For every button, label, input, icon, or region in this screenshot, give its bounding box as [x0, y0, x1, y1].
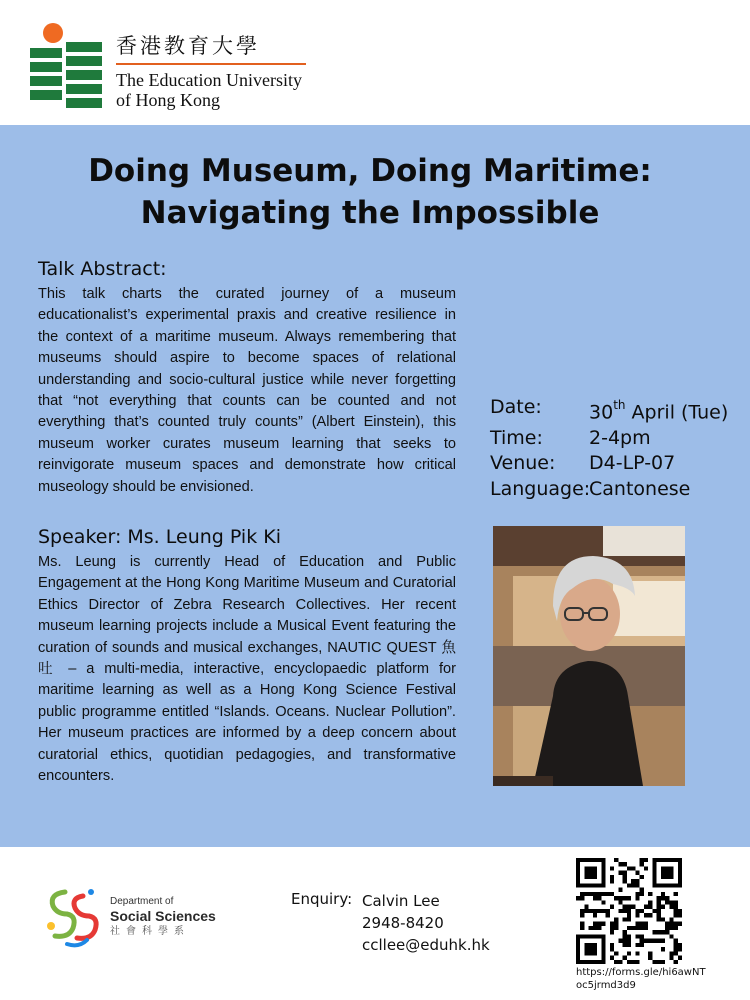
venue-value: D4-LP-07 [589, 452, 676, 475]
date-value [589, 395, 728, 426]
date-rest: April (Tue) [625, 401, 729, 424]
time-value: 2-4pm [589, 426, 651, 449]
qr-url[interactable]: https://forms.gle/hi6awNToc5jrmd3d9 [576, 967, 706, 991]
social-sciences-logo-icon [43, 886, 103, 948]
abstract-heading: Talk Abstract: [38, 258, 167, 280]
abstract-body: This talk charts the curated journey of a museum educationalist’s experimental praxis and creative resilience in the context of a maritime museum. Always remembering that museums should aspire to become spaces of relational understanding and socio-cultural justice while never forgetting that “not everything that counts can be counted and not everything that’s counted truly counts” (Albert Einstein), this museum worker curates museum learning that seeks to reinvigorate museum spaces and demonstrate how critical museology should be envisioned. [38, 286, 456, 495]
language-label: Language: [490, 477, 591, 500]
department-line1: Department of [110, 896, 174, 907]
venue-row [490, 451, 740, 477]
university-name [116, 33, 306, 110]
speaker-photo [493, 526, 685, 786]
venue-label: Venue: [490, 452, 556, 475]
time-label: Time: [490, 426, 543, 449]
event-details [490, 395, 740, 502]
eduhk-logo-icon [30, 22, 104, 108]
time-row [490, 426, 740, 452]
qr-code-icon[interactable] [576, 858, 682, 964]
university-name-zh: 香港教育大學 [116, 34, 260, 58]
contact-email[interactable]: ccllee@eduhk.hk [362, 936, 490, 954]
university-name-en-line1: The Education University [116, 70, 302, 90]
date-suffix: th [613, 398, 626, 412]
contact-name: Calvin Lee [362, 892, 440, 910]
contact-phone: 2948-8420 [362, 914, 444, 932]
language-value: Cantonese [589, 477, 691, 500]
date-day: 30 [589, 401, 614, 424]
language-row [490, 477, 740, 503]
date-label: Date: [490, 396, 542, 418]
date-row [490, 395, 740, 426]
event-title-line1: Doing Museum, Doing Maritime: [88, 153, 652, 189]
department-line2: Social Sciences [110, 908, 216, 924]
department-name [110, 896, 216, 939]
department-line3-zh: 社會科學系 [110, 926, 190, 937]
speaker-bio: Ms. Leung is currently Head of Education and Public Engagement at the Hong Kong Maritime Museum and Curatorial Ethics Director of Zebra Research Collectives. Her recent museum learning projects include a Musical Event featuring the curation of sounds and musical exchanges, NAUTIC QUEST 魚 吐 – a multi-media, interactive, encyclopaedic platform for maritime learning as well as a Hong Kong Science Festival public programme entitled “Islands. Oceans. Nuclear Pollution”. Her museum practices are informed by a deep concern about curatorial ethics, quotidian pedagogies, and transformative encounters. [38, 554, 456, 785]
enquiry-label: Enquiry: [291, 890, 353, 908]
logo-divider [116, 63, 306, 65]
enquiry-contact [362, 890, 490, 956]
university-name-en-line2: of Hong Kong [116, 90, 220, 110]
speaker-heading: Speaker: Ms. Leung Pik Ki [38, 526, 281, 548]
header [0, 0, 750, 125]
event-title-line2: Navigating the Impossible [140, 195, 600, 231]
event-title [0, 150, 740, 234]
